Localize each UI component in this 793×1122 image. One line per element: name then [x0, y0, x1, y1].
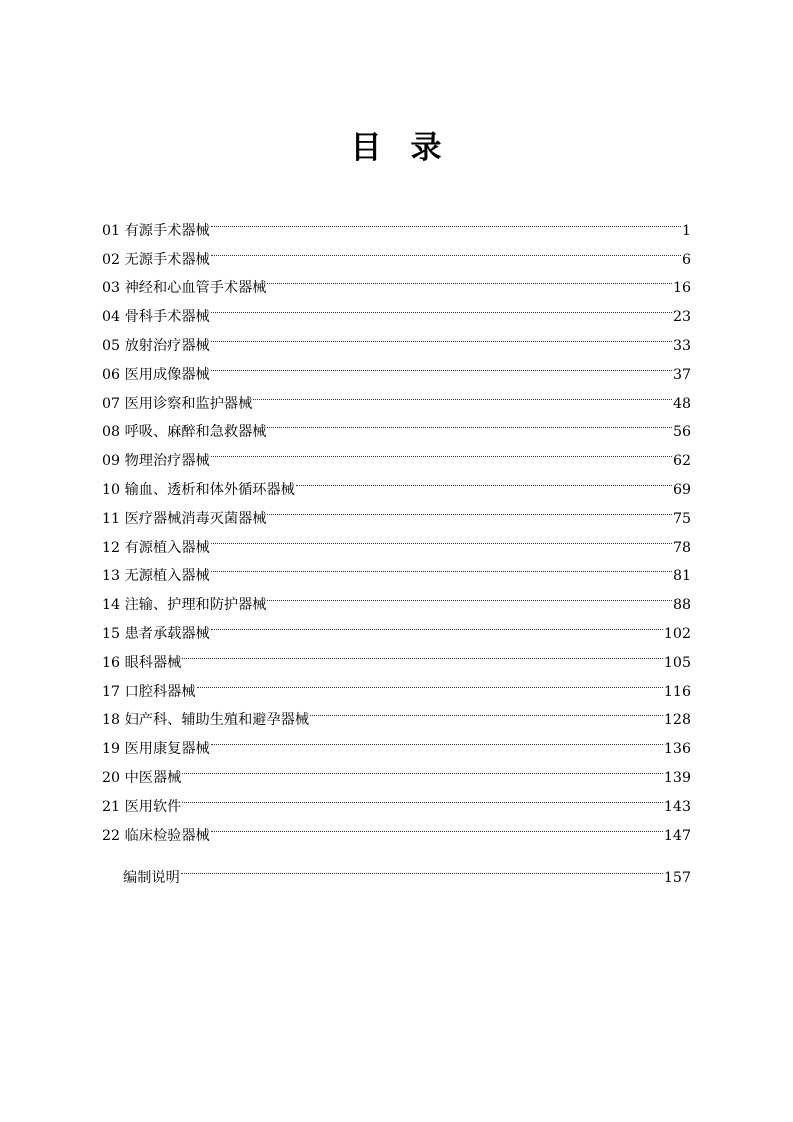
toc-entry-page: 157 [663, 869, 691, 886]
toc-entry-label: 11 医疗器械消毒灭菌器械 [102, 510, 267, 527]
toc-entry-page: 102 [663, 625, 691, 642]
toc-entry-label: 10 输血、透析和体外循环器械 [102, 481, 295, 498]
toc-entry-label: 编制说明 [123, 869, 180, 886]
dot-leader [182, 753, 663, 782]
dot-leader [211, 350, 672, 379]
toc-entry-page: 6 [681, 251, 691, 268]
toc-entry-17[interactable] [102, 667, 691, 700]
toc-entry-page: 33 [672, 337, 691, 354]
dot-leader [182, 782, 663, 811]
dot-leader [197, 667, 663, 696]
toc-entry-page: 116 [663, 683, 691, 700]
toc-entry-label: 06 医用成像器械 [102, 366, 210, 383]
title-char-2: 录 [410, 130, 443, 166]
dot-leader [211, 609, 663, 638]
dot-leader [211, 235, 681, 264]
toc-entry-page: 37 [672, 366, 691, 383]
toc-entry-16[interactable] [102, 638, 691, 671]
toc-entry-page: 62 [672, 453, 691, 470]
toc-entry-page: 48 [672, 395, 691, 412]
toc-entry-21[interactable] [102, 782, 691, 815]
toc-entry-page: 105 [663, 654, 691, 671]
toc-entry-page: 56 [672, 424, 691, 441]
toc-entry-page: 136 [663, 741, 691, 758]
toc-entry-page: 147 [663, 827, 691, 844]
toc-entry-page: 75 [672, 510, 691, 527]
table-of-contents [102, 206, 691, 844]
dot-leader [211, 552, 672, 581]
toc-entry-label: 17 口腔科器械 [102, 683, 196, 700]
toc-entry-page: 139 [663, 769, 691, 786]
page-title [0, 128, 793, 168]
dot-leader [267, 580, 671, 609]
dot-leader [267, 264, 671, 293]
dot-leader [296, 465, 672, 494]
toc-entry-page: 143 [663, 798, 691, 815]
toc-entry-page: 128 [663, 712, 691, 729]
toc-entry-label: 04 骨科手术器械 [102, 309, 210, 326]
toc-entry-label: 02 无源手术器械 [102, 251, 210, 268]
dot-leader [211, 292, 672, 321]
dot-leader [267, 494, 671, 523]
toc-footer [123, 853, 691, 886]
dot-leader [181, 853, 663, 882]
toc-entry-22[interactable] [102, 811, 691, 844]
toc-entry-compilation-notes[interactable] [123, 853, 691, 886]
dot-leader [267, 408, 671, 437]
toc-entry-page: 16 [672, 280, 691, 297]
toc-entry-label: 01 有源手术器械 [102, 222, 210, 239]
toc-entry-label: 14 注输、护理和防护器械 [102, 597, 267, 614]
toc-entry-label: 08 呼吸、麻醉和急救器械 [102, 424, 267, 441]
dot-leader [211, 724, 663, 753]
toc-entry-label: 12 有源植入器械 [102, 539, 210, 556]
toc-entry-page: 78 [672, 539, 691, 556]
dot-leader [182, 638, 663, 667]
dot-leader [211, 206, 681, 235]
toc-entry-label: 16 眼科器械 [102, 654, 182, 671]
dot-leader [310, 696, 663, 725]
toc-entry-page: 81 [672, 568, 691, 585]
title-char-1: 目 [350, 130, 383, 166]
dot-leader [211, 523, 672, 552]
toc-entry-page: 88 [672, 597, 691, 614]
dot-leader [211, 811, 663, 840]
toc-entry-label: 21 医用软件 [102, 798, 182, 815]
toc-entry-01[interactable] [102, 206, 691, 239]
toc-entry-label: 18 妇产科、辅助生殖和避孕器械 [102, 712, 310, 729]
toc-entry-label: 22 临床检验器械 [102, 827, 210, 844]
toc-entry-20[interactable] [102, 753, 691, 786]
toc-entry-label: 15 患者承载器械 [102, 625, 210, 642]
toc-entry-label: 05 放射治疗器械 [102, 337, 210, 354]
toc-entry-page: 1 [681, 222, 691, 239]
dot-leader [211, 321, 672, 350]
toc-entry-label: 19 医用康复器械 [102, 741, 210, 758]
toc-entry-page: 69 [672, 481, 691, 498]
dot-leader [211, 436, 672, 465]
toc-entry-label: 07 医用诊察和监护器械 [102, 395, 253, 412]
dot-leader [253, 379, 672, 408]
toc-entry-label: 20 中医器械 [102, 769, 182, 786]
toc-entry-label: 03 神经和心血管手术器械 [102, 280, 267, 297]
toc-entry-page: 23 [672, 309, 691, 326]
toc-entry-label: 13 无源植入器械 [102, 568, 210, 585]
toc-entry-label: 09 物理治疗器械 [102, 453, 210, 470]
